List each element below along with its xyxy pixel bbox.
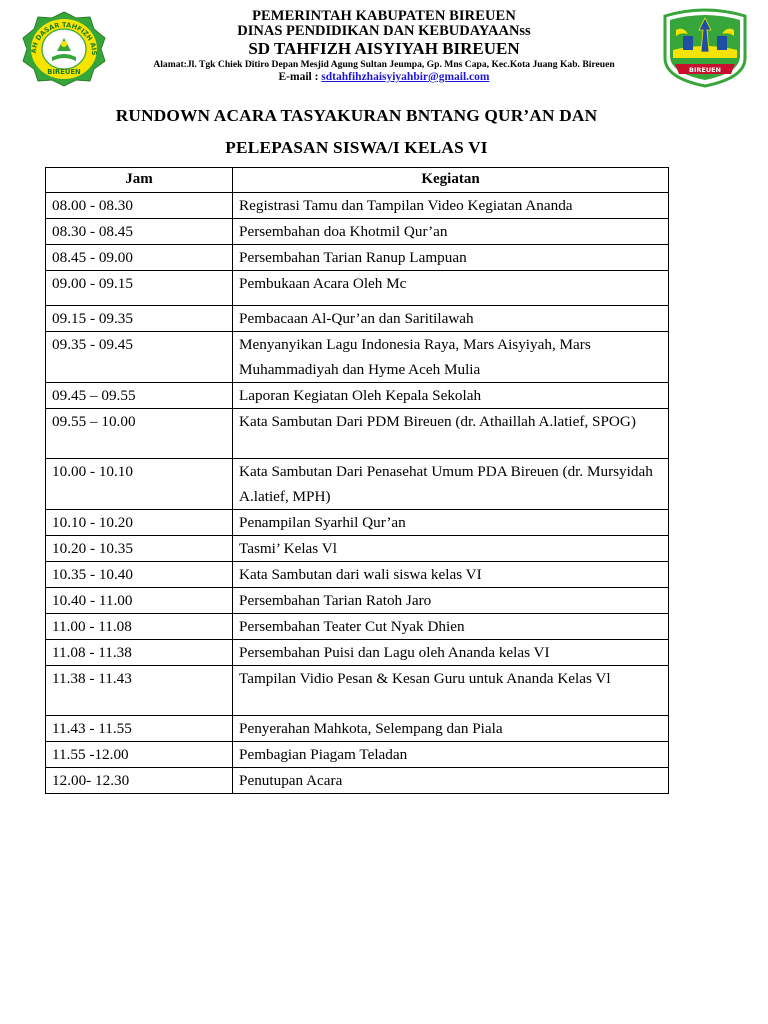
cell-jam: 10.40 - 11.00 — [46, 588, 233, 614]
cell-kegiatan: Kata Sambutan dari wali siswa kelas VI — [233, 562, 669, 588]
cell-jam: 11.55 -12.00 — [46, 742, 233, 768]
table-row — [46, 459, 669, 510]
email-link[interactable]: sdtahfihzhaisyiyahbir@gmail.com — [321, 71, 490, 83]
cell-jam: 12.00- 12.30 — [46, 768, 233, 794]
table-row — [46, 245, 669, 271]
logo-bottom-text: BIREUEN — [47, 68, 81, 76]
cell-jam: 11.43 - 11.55 — [46, 716, 233, 742]
document-title-line1: RUNDOWN ACARA TASYAKURAN BNTANG QUR’AN DAN — [115, 106, 598, 125]
table-row — [46, 306, 669, 332]
cell-jam: 10.00 - 10.10 — [46, 459, 233, 510]
cell-kegiatan: Registrasi Tamu dan Tampilan Video Kegiatan Ananda — [233, 193, 669, 219]
letterhead-department: DINAS PENDIDIKAN DAN KEBUDAYAANss — [237, 23, 531, 39]
cell-jam: 11.00 - 11.08 — [46, 614, 233, 640]
cell-jam: 09.55 – 10.00 — [46, 409, 233, 459]
header-jam: Jam — [46, 168, 233, 193]
table-row — [46, 271, 669, 306]
table-row — [46, 383, 669, 409]
table-row — [46, 510, 669, 536]
table-row — [46, 666, 669, 716]
table-row — [46, 768, 669, 794]
letterhead — [110, 8, 658, 83]
cell-jam: 08.30 - 08.45 — [46, 219, 233, 245]
cell-kegiatan: Kata Sambutan Dari Penasehat Umum PDA Bireuen (dr. Mursyidah A.latief, MPH) — [233, 459, 669, 510]
logo-arc-text: AH DASAR TAHFIZH AIS — [29, 20, 99, 56]
letterhead-school-name: SD TAHFIZH AISYIYAH BIREUEN — [248, 39, 520, 58]
cell-kegiatan: Persembahan Teater Cut Nyak Dhien — [233, 614, 669, 640]
cell-kegiatan: Penutupan Acara — [233, 768, 669, 794]
rundown-table — [45, 167, 669, 794]
cell-jam: 08.00 - 08.30 — [46, 193, 233, 219]
cell-kegiatan: Laporan Kegiatan Oleh Kepala Sekolah — [233, 383, 669, 409]
document-title-line2: PELEPASAN SISWA/I KELAS VI — [225, 138, 488, 157]
table-row — [46, 332, 669, 383]
cell-jam: 11.38 - 11.43 — [46, 666, 233, 716]
cell-kegiatan: Tampilan Vidio Pesan & Kesan Guru untuk Ananda Kelas Vl — [233, 666, 669, 716]
cell-kegiatan: Penampilan Syarhil Qur’an — [233, 510, 669, 536]
crest-banner-text: BIREUEN — [689, 66, 721, 74]
cell-kegiatan: Persembahan Tarian Ranup Lampuan — [233, 245, 669, 271]
cell-jam: 09.00 - 09.15 — [46, 271, 233, 306]
cell-jam: 10.20 - 10.35 — [46, 536, 233, 562]
cell-jam: 09.45 – 09.55 — [46, 383, 233, 409]
table-row — [46, 588, 669, 614]
header-kegiatan: Kegiatan — [233, 168, 669, 193]
cell-kegiatan: Persembahan Tarian Ratoh Jaro — [233, 588, 669, 614]
table-row — [46, 716, 669, 742]
cell-jam: 09.15 - 09.35 — [46, 306, 233, 332]
cell-kegiatan: Pembagian Piagam Teladan — [233, 742, 669, 768]
letterhead-government: PEMERINTAH KABUPATEN BIREUEN — [252, 8, 516, 24]
table-row — [46, 640, 669, 666]
regency-crest-logo — [661, 6, 749, 88]
table-header-row — [46, 168, 669, 193]
school-logo — [19, 11, 109, 87]
cell-kegiatan: Tasmi’ Kelas Vl — [233, 536, 669, 562]
cell-jam: 10.10 - 10.20 — [46, 510, 233, 536]
table-row — [46, 193, 669, 219]
cell-kegiatan: Persembahan doa Khotmil Qur’an — [233, 219, 669, 245]
cell-jam: 11.08 - 11.38 — [46, 640, 233, 666]
letterhead-email-line — [110, 71, 658, 83]
cell-kegiatan: Penyerahan Mahkota, Selempang dan Piala — [233, 716, 669, 742]
email-label: E-mail : — [278, 71, 322, 83]
table-row — [46, 536, 669, 562]
table-row — [46, 562, 669, 588]
cell-jam: 10.35 - 10.40 — [46, 562, 233, 588]
cell-jam: 09.35 - 09.45 — [46, 332, 233, 383]
table-row — [46, 742, 669, 768]
cell-jam: 08.45 - 09.00 — [46, 245, 233, 271]
table-row — [46, 614, 669, 640]
cell-kegiatan: Pembacaan Al-Qur’an dan Saritilawah — [233, 306, 669, 332]
cell-kegiatan: Kata Sambutan Dari PDM Bireuen (dr. Athaillah A.latief, SPOG) — [233, 409, 669, 459]
cell-kegiatan: Pembukaan Acara Oleh Mc — [233, 271, 669, 306]
cell-kegiatan: Persembahan Puisi dan Lagu oleh Ananda kelas VI — [233, 640, 669, 666]
cell-kegiatan: Menyanyikan Lagu Indonesia Raya, Mars Aisyiyah, Mars Muhammadiyah dan Hyme Aceh Mulia — [233, 332, 669, 383]
table-row — [46, 409, 669, 459]
table-row — [46, 219, 669, 245]
letterhead-address: Alamat:Jl. Tgk Chiek Ditiro Depan Mesjid Agung Sultan Jeumpa, Gp. Mns Capa, Kec.Kota Juang Kab. Bireuen — [153, 59, 615, 70]
